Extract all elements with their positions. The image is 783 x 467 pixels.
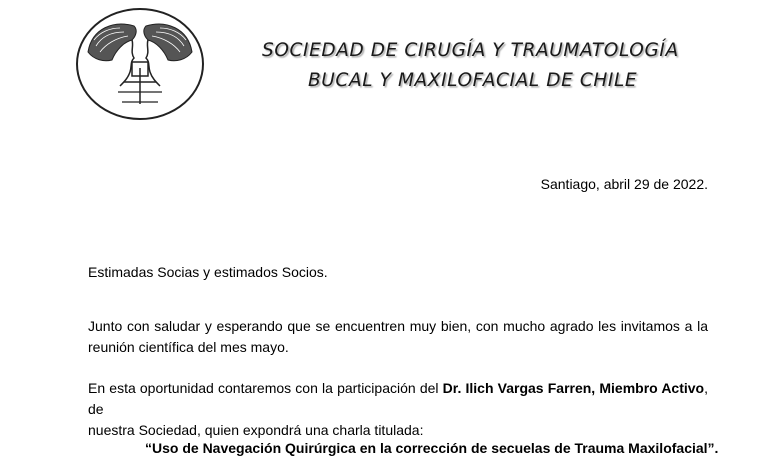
speaker-intro-text: En esta oportunidad contaremos con la participación del — [88, 380, 439, 396]
speaker-name: Dr. Ilich Vargas Farren, Miembro Activo — [442, 380, 705, 396]
paragraph-speaker — [88, 378, 708, 441]
header-line-2: BUCAL Y MAXILOFACIAL DE CHILE — [308, 70, 638, 91]
speaker-intro-tail: , de — [88, 380, 708, 417]
paragraph-speaker-line-2: nuestra Sociedad, quien expondrá una charla titulada: — [88, 422, 424, 438]
talk-title: “Uso de Navegación Quirúrgica en la corrección de secuelas de Trauma Maxilofacial”. — [145, 440, 719, 456]
letter-date: Santiago, abril 29 de 2022. — [540, 176, 708, 192]
society-logo — [74, 6, 206, 122]
paragraph-invitation-line-2: reunión científica del mes mayo. — [88, 339, 289, 355]
paragraph-invitation-line-1: Junto con saludar y esperando que se encuentren muy bien, con mucho agrado les invitamos a la — [88, 318, 708, 334]
header-line-1: SOCIEDAD DE CIRUGÍA Y TRAUMATOLOGÍA — [262, 40, 679, 61]
paragraph-invitation — [88, 316, 708, 358]
paragraph-speaker-line-1 — [88, 378, 708, 420]
letter-greeting: Estimadas Socias y estimados Socios. — [88, 264, 328, 280]
